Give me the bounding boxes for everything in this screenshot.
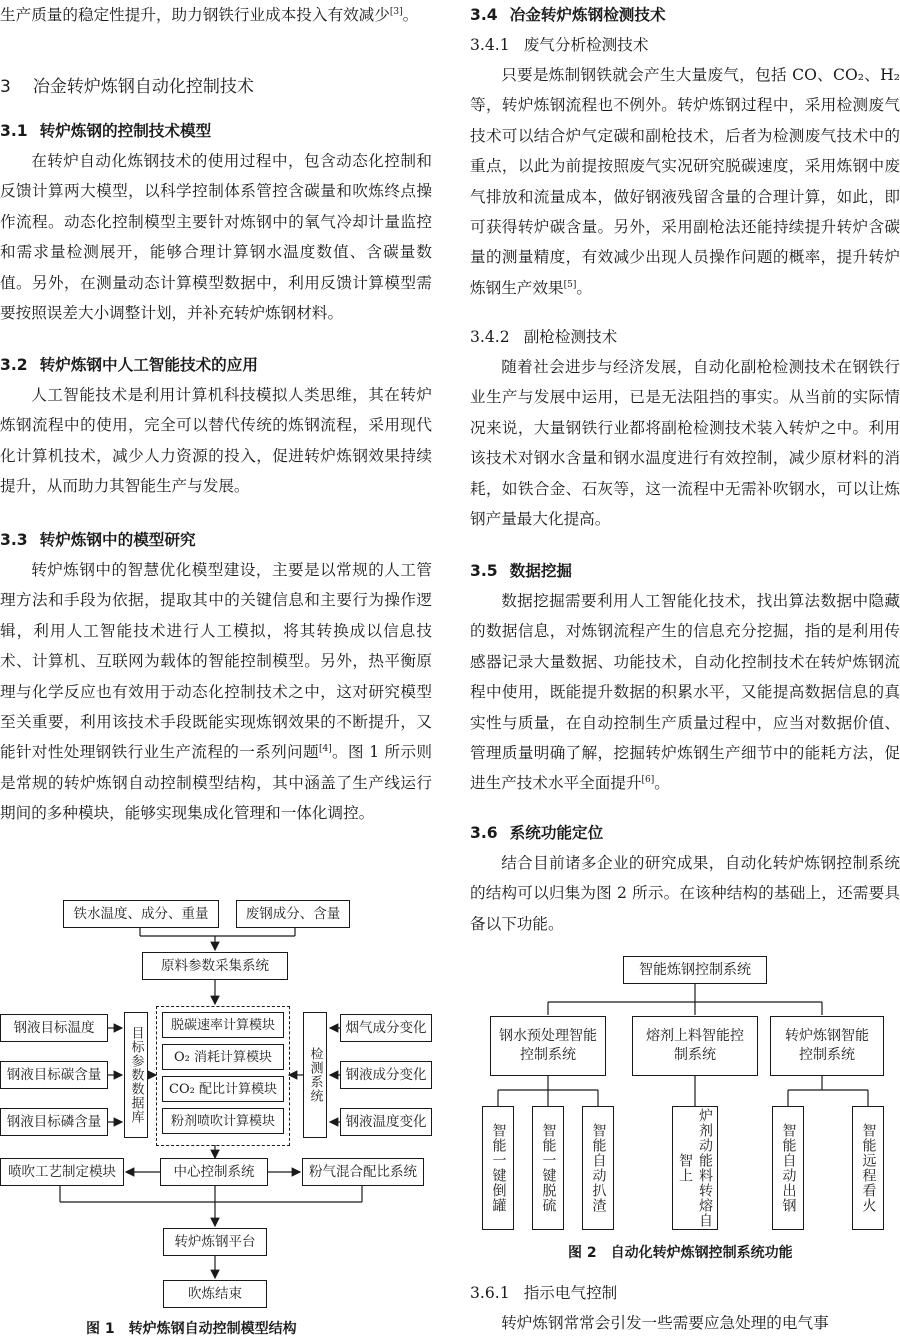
- o2-calc-box: O₂ 消耗计算模块: [162, 1044, 284, 1070]
- detection-system-box: 检测系统: [303, 1012, 327, 1138]
- section-3-5-paragraph: 数据挖掘需要利用人工智能化技术，找出算法数据中隐藏的数据信息，对炼钢流程产生的信息充分挖掘，指的是利用传感器记录大量数据、功能技术，自动化控制技术在转炉炼钢流程中使用，既能提升数据的积累水平，又能提高数据信息的真实性与质量，在自动控制生产质量过程中，应当对数据价值、管理质量明确了解，挖掘转炉炼钢生产细节中的能耗方法，促进生产技术水平全面提升[6]。: [470, 592, 900, 793]
- converter-platform-box: 转炉炼钢平台: [163, 1228, 267, 1256]
- section-3-6-heading: 3.6 系统功能定位: [470, 824, 604, 842]
- raw-material-system-box: 原料参数采集系统: [142, 952, 288, 980]
- steel-comp-change-box: 钢液成分变化: [340, 1061, 432, 1089]
- powder-calc-box: 粉剂喷吹计算模块: [162, 1108, 284, 1134]
- flue-gas-change-box: 烟气成分变化: [340, 1014, 432, 1042]
- leaf-flux-box: 炉剂动能料转熔自智上: [672, 1106, 718, 1230]
- co2-calc-box: CO₂ 配比计算模块: [162, 1076, 284, 1102]
- section-3-5-heading: 3.5 数据挖掘: [470, 562, 573, 580]
- section-3-3-paragraph: 转炉炼钢中的智慧优化模型建设，主要是以常规的人工管理方法和手段为依据，提取其中的关键信息和主要行为操作逻辑，利用人工智能技术进行人工模拟，将其转换成以信息技术、计算机、互联网为载体的智能控制模型。另外，热平衡原理与化学反应也有效用于动态化控制技术之中，这对研究模型至关重要，利用该技术手段既能实现炼钢效果的不断提升，又能针对性处理钢铁行业生产流程的一系列问题[4]。图 1 所示则是常规的转炉炼钢自动控制模型结构，其中涵盖了生产线运行期间的多种模块，能够实现集成化管理和一体化调控。: [0, 561, 432, 823]
- leaf-tapping-box: 智能自动出钢: [772, 1106, 804, 1230]
- section-3-3-heading: 3.3 转炉炼钢中的模型研究: [0, 531, 196, 549]
- spray-process-box: 喷吹工艺制定模块: [0, 1158, 124, 1186]
- leaf-desulfur-box: 智能一键脱硫: [532, 1106, 564, 1230]
- leaf-remote-fire-box: 智能远程看火: [852, 1106, 884, 1230]
- converter-system-box: 转炉炼钢智能控制系统: [770, 1016, 884, 1076]
- figure-2-caption: 图 2 自动化转炉炼钢控制系统功能: [568, 1245, 793, 1261]
- section-3-6-1-paragraph: 转炉炼钢常常会引发一些需要应急处理的电气事: [501, 1314, 829, 1332]
- powder-gas-mix-box: 粉气混合配比系统: [302, 1158, 424, 1186]
- section-3-heading: 3 冶金转炉炼钢自动化控制技术: [0, 77, 254, 97]
- hot-metal-params-box: 铁水温度、成分、重量: [63, 900, 219, 928]
- figure-1: [0, 880, 440, 1344]
- section-3-2-paragraph: 人工智能技术是利用计算机科技模拟人类思维，其在转炉炼钢流程中的使用，完全可以替代传统的炼钢流程，采用现代化计算机技术，减少人力资源的投入，促进转炉炼钢效果持续提升，从而助力其智能生产与发展。: [0, 386, 432, 496]
- figure-2: [470, 940, 900, 1270]
- section-3-1-heading: 3.1 转炉炼钢的控制技术模型: [0, 122, 212, 140]
- section-3-2-heading: 3.2 转炉炼钢中人工智能技术的应用: [0, 356, 258, 374]
- steel-temp-change-box: 钢液温度变化: [340, 1108, 432, 1136]
- decarb-calc-box: 脱碳速率计算模块: [162, 1012, 284, 1038]
- flux-feeding-system-box: 熔剂上料智能控制系统: [632, 1016, 758, 1076]
- smart-steelmaking-root-box: 智能炼钢控制系统: [623, 956, 767, 984]
- intro-paragraph: 生产质量的稳定性提升，助力钢铁行业成本投入有效减少[3]。: [0, 6, 419, 24]
- section-3-4-heading: 3.4 冶金转炉炼钢检测技术: [470, 6, 666, 24]
- pretreatment-system-box: 钢水预处理智能控制系统: [490, 1016, 606, 1076]
- target-db-box: 目标参数数据库: [124, 1012, 148, 1138]
- section-3-1-paragraph: 在转炉自动化炼钢技术的使用过程中，包含动态化控制和反馈计算两大模型，以科学控制体系管控含碳量和吹炼终点操作流程。动态化控制模型主要针对炼钢中的氧气冷却计量监控和需求量检测展开，能够合理计算钢水温度数值、含碳量数值。另外，在测量动态计算模型数据中，利用反馈计算模型需要按照误差大小调整计划，并补充转炉炼钢材料。: [0, 152, 432, 323]
- section-3-4-1-paragraph: 只要是炼制钢铁就会产生大量废气，包括 CO、CO₂、H₂ 等，转炉炼钢流程也不例外。转炉炼钢过程中，采用检测废气技术可以结合炉气定碳和副枪技术，后者为检测废气技术中的重点，以此为前提按照废气实况研究脱碳速度，采用炼钢中废气排放和流量成本，做好钢液残留含量的合理计算，如此，即可获得转炉碳含量。另外，采用副枪法还能持续提升转炉含碳量的测量精度，有效减少出现人员操作问题的概率，提升转炉炼钢生产效果[5]。: [470, 66, 900, 297]
- section-3-4-2-heading: 3.4.2 副枪检测技术: [470, 328, 618, 346]
- blowing-end-box: 吹炼结束: [163, 1280, 267, 1308]
- section-3-6-1-heading: 3.6.1 指示电气控制: [470, 1284, 618, 1302]
- target-phosphorus-box: 钢液目标磷含量: [0, 1108, 108, 1136]
- target-carbon-box: 钢液目标碳含量: [0, 1061, 108, 1089]
- target-temp-box: 钢液目标温度: [0, 1014, 108, 1042]
- section-3-6-paragraph: 结合目前诸多企业的研究成果，自动化转炉炼钢控制系统的结构可以归集为图 2 所示。在该种结构的基础上，还需要具备以下功能。: [470, 854, 900, 933]
- leaf-ladle-pour-box: 智能一键倒罐: [482, 1106, 514, 1230]
- figure-1-caption: 图 1 转炉炼钢自动控制模型结构: [86, 1321, 297, 1337]
- central-control-box: 中心控制系统: [160, 1158, 268, 1186]
- section-3-4-1-heading: 3.4.1 废气分析检测技术: [470, 36, 649, 54]
- scrap-params-box: 废钢成分、含量: [236, 900, 350, 928]
- section-3-4-2-paragraph: 随着社会进步与经济发展，自动化副枪检测技术在钢铁行业生产与发展中运用，已是无法阻挡的事实。从当前的实际情况来说，大量钢铁行业都将副枪检测技术装入转炉之中。利用该技术对钢水含量和钢水温度进行有效控制，减少原材料的消耗，如铁合金、石灰等，这一流程中无需补吹钢水，可以让炼钢产量最大化提高。: [470, 358, 900, 529]
- leaf-slag-skim-box: 智能自动扒渣: [582, 1106, 614, 1230]
